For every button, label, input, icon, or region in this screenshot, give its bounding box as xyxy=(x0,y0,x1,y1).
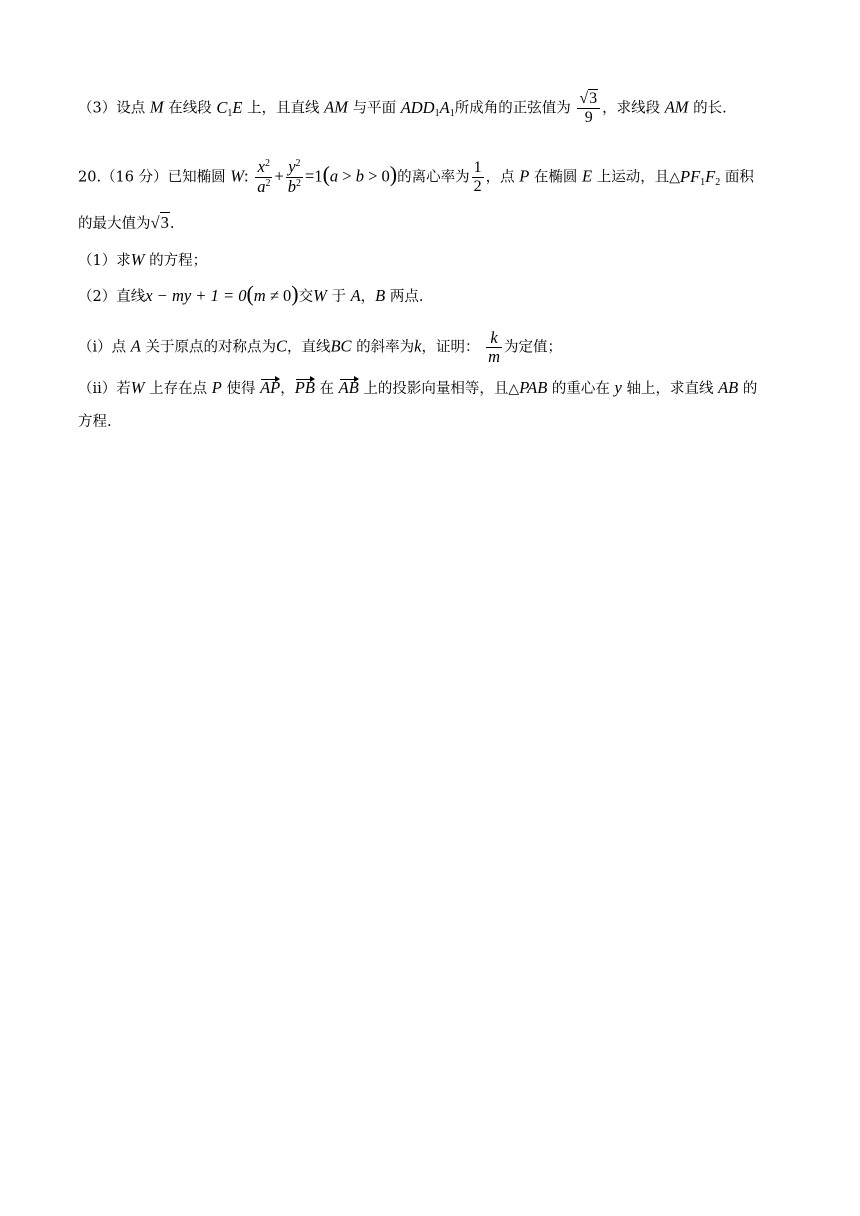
fraction-x2-over-a2: $\frac{x^2}{a^2}$ xyxy=(257,157,271,196)
text: 若 xyxy=(116,381,131,397)
q19-part3 xyxy=(78,90,778,127)
q20-stem-line2 xyxy=(78,213,778,234)
text: 点 xyxy=(111,339,127,356)
q20-stem-line1 xyxy=(78,158,778,197)
text: ( xyxy=(246,281,254,306)
point-M: M xyxy=(149,97,164,117)
text: 两点. xyxy=(389,289,424,305)
text: 与平面 xyxy=(352,100,397,117)
ellipse-W: W xyxy=(130,250,145,269)
part-label: （3） xyxy=(78,100,117,117)
text: : xyxy=(243,166,249,186)
text: 直线 xyxy=(116,289,146,305)
text: 的斜率为 xyxy=(356,339,415,356)
point-P: P xyxy=(519,166,530,186)
ellipse-W: W xyxy=(230,166,244,186)
text: + xyxy=(274,166,284,186)
text: 0 xyxy=(381,166,390,186)
text: 在 xyxy=(319,381,335,397)
line-BC: BC xyxy=(330,336,352,356)
triangle-PAB: PAB xyxy=(519,378,548,397)
text: m xyxy=(253,286,266,305)
text: 的重心在 xyxy=(551,381,610,397)
text: ) xyxy=(291,281,299,306)
text: 面积 xyxy=(724,169,754,186)
q20-part1 xyxy=(78,250,778,271)
fraction-one-half: $\frac{1}{2}$ xyxy=(473,159,482,195)
axis-y: y xyxy=(614,378,622,397)
text: 上的投影向量相等，且 xyxy=(363,381,509,397)
part-label: （1） xyxy=(78,253,117,269)
text: 上，且直线 xyxy=(247,100,320,117)
sqrt-3: √3 xyxy=(150,213,169,232)
text: 所成角的正弦值为 xyxy=(454,100,571,117)
text: 使得 xyxy=(226,381,256,397)
text: ，点 xyxy=(485,169,515,186)
text: 上存在点 xyxy=(149,381,208,397)
text: a xyxy=(329,166,339,186)
text: . xyxy=(169,216,175,232)
q20-part2-ii-line1 xyxy=(78,378,778,399)
point-A: A xyxy=(130,336,141,356)
point-P: P xyxy=(211,378,222,397)
part-label: （2） xyxy=(78,289,117,305)
text: 求 xyxy=(116,253,131,269)
text: 的离心率为 xyxy=(397,169,470,186)
text: 设点 xyxy=(116,100,146,117)
text: ， xyxy=(360,289,376,305)
q20-part2-ii-line2 xyxy=(78,412,778,432)
text: 于 xyxy=(331,289,346,305)
point-C: C xyxy=(275,336,287,356)
line-equation: x − my + 1 = 0 xyxy=(145,286,247,305)
plane-ADD1A1: $ADD_1A_1$ xyxy=(400,97,455,119)
text: 的方程； xyxy=(149,253,208,269)
fraction-sqrt3-over-9: $\frac{√3}{9}$ xyxy=(577,90,600,127)
point-B: B xyxy=(375,286,386,305)
text: ， xyxy=(280,381,295,397)
line-AB: AB xyxy=(718,378,739,397)
text: ，证明： xyxy=(421,339,480,356)
vector-PB: PB xyxy=(294,378,315,397)
part-label: （i） xyxy=(78,339,112,356)
text: 方程. xyxy=(78,414,112,430)
triangle-PF1F2: $PF_1F_2$ xyxy=(680,166,721,188)
text: 交 xyxy=(298,289,314,305)
triangle-symbol: △ xyxy=(669,169,680,186)
text: 轴上，求直线 xyxy=(626,381,714,397)
text: 的长. xyxy=(693,100,727,117)
text: ) xyxy=(389,161,398,187)
text: 在椭圆 xyxy=(533,169,578,186)
text: ≠ 0 xyxy=(265,286,292,305)
text: > xyxy=(338,166,356,186)
vector-AP: AP xyxy=(260,378,281,397)
line-AM: AM xyxy=(324,97,348,117)
point-A: A xyxy=(350,286,361,305)
text: =1 xyxy=(305,166,323,186)
text: 上运动，且 xyxy=(596,169,670,186)
ellipse-E: E xyxy=(582,166,593,186)
vector-AB: AB xyxy=(338,378,359,397)
text: 为定值； xyxy=(504,339,563,356)
text: 在线段 xyxy=(168,100,212,117)
q20-part2-i xyxy=(78,329,778,366)
question-number: 20. xyxy=(78,169,102,186)
fraction-y2-over-b2: $\frac{y^2}{b^2}$ xyxy=(287,157,301,196)
text: b xyxy=(355,166,364,186)
text: ( xyxy=(322,161,330,187)
question-points: （16 分） xyxy=(101,169,168,186)
ellipse-W: W xyxy=(313,286,327,305)
text: ，直线 xyxy=(286,339,331,356)
text: ，求线段 xyxy=(602,100,661,117)
segment-AM: AM xyxy=(664,97,689,117)
segment-C1E: $C_1E$ xyxy=(216,97,243,119)
text: 的 xyxy=(742,381,758,397)
part-label: （ii） xyxy=(78,381,117,397)
fraction-k-over-m: $\frac{k}{m}$ xyxy=(488,328,501,366)
text: > xyxy=(363,166,382,186)
text: 已知椭圆 xyxy=(167,169,226,186)
text: 的最大值为 xyxy=(78,216,151,232)
text: 关于原点的对称点为 xyxy=(145,339,276,356)
ellipse-W: W xyxy=(130,378,145,397)
slope-k: k xyxy=(414,336,422,356)
q20-part2 xyxy=(78,281,778,307)
triangle-symbol: △ xyxy=(508,381,520,397)
